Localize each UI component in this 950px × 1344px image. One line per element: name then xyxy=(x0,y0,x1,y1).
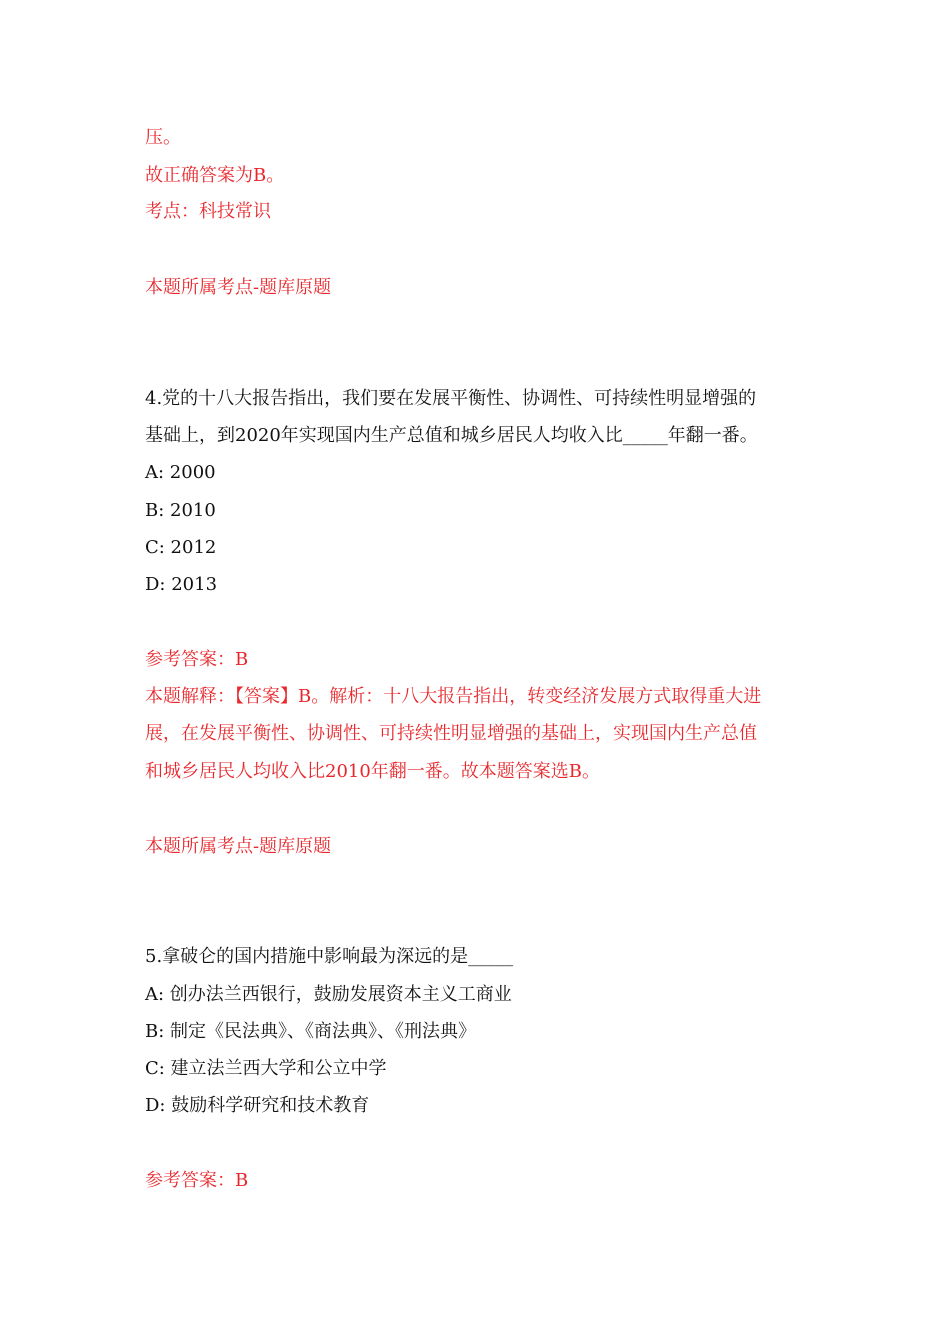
q4-source: 本题所属考点-题库原题 xyxy=(145,836,332,857)
q4-explanation-line-3: 和城乡居民人均收入比2010年翻一番。故本题答案选B。 xyxy=(145,761,601,782)
q4-stem-line-2: 基础上，到2020年实现国内生产总值和城乡居民人均收入比_____年翻一番。 xyxy=(145,425,758,446)
prev-source: 本题所属考点-题库原题 xyxy=(145,277,332,298)
prev-explanation-line-2: 故正确答案为B。 xyxy=(145,165,285,186)
q4-answer: 参考答案：B xyxy=(145,649,249,670)
q4-stem-line-1: 4.党的十八大报告指出，我们要在发展平衡性、协调性、可持续性明显增强的 xyxy=(145,388,757,409)
q4-option-b: B: 2010 xyxy=(145,500,216,521)
prev-topic: 考点：科技常识 xyxy=(145,201,271,222)
q5-option-d: D: 鼓励科学研究和技术教育 xyxy=(145,1095,370,1116)
q5-option-c: C: 建立法兰西大学和公立中学 xyxy=(145,1058,387,1079)
q5-answer: 参考答案：B xyxy=(145,1170,249,1191)
q4-option-a: A: 2000 xyxy=(145,462,216,483)
q4-option-c: C: 2012 xyxy=(145,537,217,558)
prev-explanation-line-1: 压。 xyxy=(145,127,181,148)
q4-option-d: D: 2013 xyxy=(145,574,218,595)
q5-option-a: A: 创办法兰西银行，鼓励发展资本主义工商业 xyxy=(145,984,512,1005)
q4-explanation-line-1: 本题解释：【答案】B。解析：十八大报告指出，转变经济发展方式取得重大进 xyxy=(145,686,762,707)
q4-explanation-line-2: 展，在发展平衡性、协调性、可持续性明显增强的基础上，实现国内生产总值 xyxy=(145,723,757,744)
q5-stem: 5.拿破仑的国内措施中影响最为深远的是_____ xyxy=(145,946,514,967)
q5-option-b: B: 制定《民法典》、《商法典》、《刑法典》 xyxy=(145,1021,477,1042)
